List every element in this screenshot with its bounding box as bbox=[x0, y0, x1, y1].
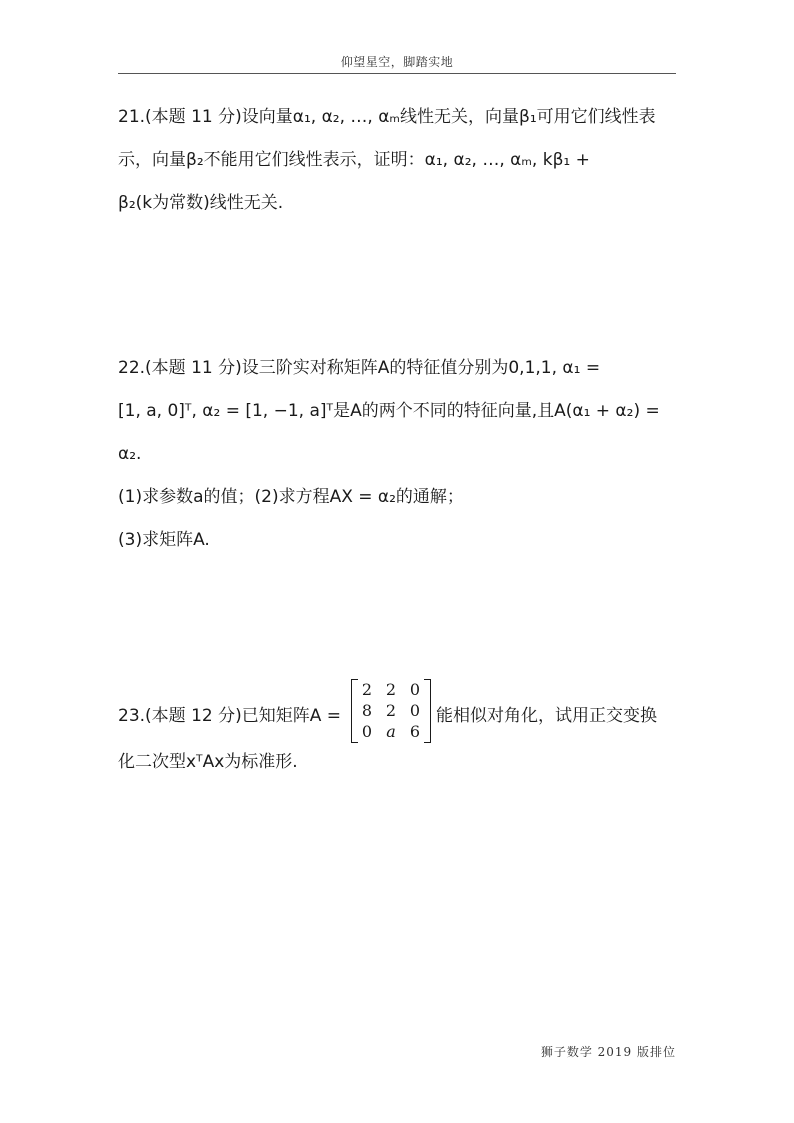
q21-line-1: 21.(本题 11 分)设向量α₁, α₂, …, αₘ线性无关，向量β₁可用它们线性表 bbox=[118, 107, 656, 127]
q22-line-3: α₂. bbox=[118, 444, 142, 464]
question-22 bbox=[118, 347, 676, 562]
matrix-cell: 2 bbox=[385, 701, 397, 720]
matrix-cell: 0 bbox=[409, 701, 421, 720]
q22-line-5: (3)求矩阵A. bbox=[118, 530, 210, 550]
page-footer: 狮子数学 2019 版排位 bbox=[540, 1045, 676, 1059]
header-rule bbox=[118, 73, 676, 74]
question-23 bbox=[118, 678, 676, 744]
q22-line-1: 22.(本题 11 分)设三阶实对称矩阵A的特征值分别为0,1,1, α₁ = bbox=[118, 358, 601, 378]
q22-line-2: [1, a, 0]ᵀ, α₂ = [1, −1, a]ᵀ是A的两个不同的特征向量,且A(α₁ + α₂) = bbox=[118, 401, 660, 421]
matrix-cell: 2 bbox=[385, 680, 397, 699]
matrix-right-bracket bbox=[424, 679, 431, 743]
q21-line-3: β₂(k为常数)线性无关. bbox=[118, 193, 284, 213]
q22-line-4: (1)求参数a的值；(2)求方程AX = α₂的通解； bbox=[118, 487, 464, 507]
matrix-cell: 0 bbox=[361, 722, 373, 741]
matrix-cell: a bbox=[386, 722, 396, 741]
q21-line-2: 示，向量β₂不能用它们线性表示，证明：α₁, α₂, …, αₘ, kβ₁ + bbox=[118, 150, 590, 170]
matrix-cell: 2 bbox=[361, 680, 373, 699]
question-21 bbox=[118, 96, 676, 225]
page-header: 仰望星空，脚踏实地 bbox=[340, 55, 454, 69]
q23-line-2-text: 化二次型xᵀAx为标准形. bbox=[118, 752, 298, 772]
matrix-cell: 8 bbox=[361, 701, 373, 720]
matrix-cell: 6 bbox=[409, 722, 421, 741]
matrix-cell: 0 bbox=[409, 680, 421, 699]
q23-line-2 bbox=[118, 741, 676, 784]
q23-trail: 能相似对角化，试用正交变换 bbox=[436, 706, 657, 726]
q23-lead: 23.(本题 12 分)已知矩阵A = bbox=[118, 706, 342, 726]
